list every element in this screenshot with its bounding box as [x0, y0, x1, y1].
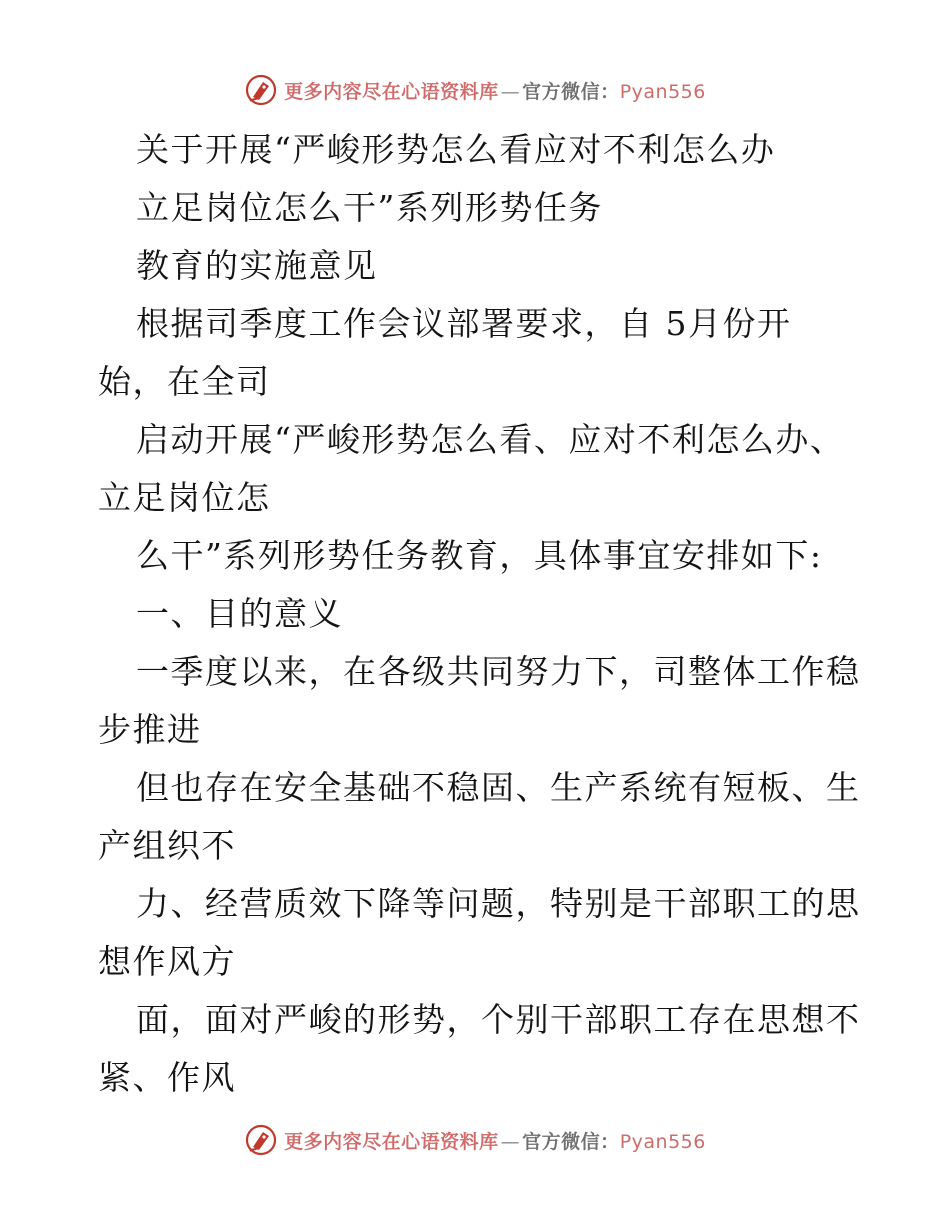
paragraph-line: 启动开展“严峻形势怎么看、应对不利怎么办、 — [136, 420, 845, 459]
watermark-group — [244, 73, 706, 107]
watermark-separator: — — [500, 80, 521, 103]
watermark-wechat-id: Pyan556 — [619, 1130, 706, 1153]
watermark-text — [284, 77, 706, 104]
title-line-2: 立足岗位怎么干”系列形势任务 — [136, 188, 603, 227]
footer-watermark — [0, 1120, 950, 1160]
paragraph-line: 步推进 — [98, 710, 202, 749]
paragraph-line: 根据司季度工作会议部署要求，自 5月份开 — [136, 304, 792, 343]
paragraph-line: 想作风方 — [98, 942, 236, 981]
paragraph-line: 但也存在安全基础不稳固、生产系统有短板、生 — [136, 768, 861, 807]
watermark-main-text: 更多内容尽在心语资料库 — [284, 1130, 499, 1153]
paragraph-line: 一季度以来，在各级共同努力下，司整体工作稳 — [136, 652, 861, 691]
title-line-3: 教育的实施意见 — [136, 246, 378, 285]
paragraph-line: 紧、作风 — [98, 1058, 236, 1097]
paragraph-line: 始，在全司 — [98, 362, 271, 401]
pen-nib-logo-icon — [244, 73, 278, 107]
watermark-group — [244, 1123, 706, 1157]
watermark-text — [284, 1127, 706, 1154]
paragraph-line: 面，面对严峻的形势，个别干部职工存在思想不 — [136, 1000, 861, 1039]
watermark-wechat-id: Pyan556 — [619, 80, 706, 103]
pen-nib-logo-icon — [244, 1123, 278, 1157]
watermark-wechat-label: 官方微信： — [522, 1130, 620, 1153]
watermark-wechat-label: 官方微信： — [522, 80, 620, 103]
paragraph-line: 么干”系列形势任务教育，具体事宜安排如下: — [136, 536, 823, 575]
paragraph-line: 产组织不 — [98, 826, 236, 865]
watermark-main-text: 更多内容尽在心语资料库 — [284, 80, 499, 103]
paragraph-line: 力、经营质效下降等问题，特别是干部职工的思 — [136, 884, 861, 923]
paragraph-line: 立足岗位怎 — [98, 478, 271, 517]
section-heading: 一、目的意义 — [136, 594, 343, 633]
watermark-separator: — — [500, 1130, 521, 1153]
title-line-1: 关于开展“严峻形势怎么看应对不利怎么办 — [136, 130, 776, 169]
header-watermark — [0, 70, 950, 110]
